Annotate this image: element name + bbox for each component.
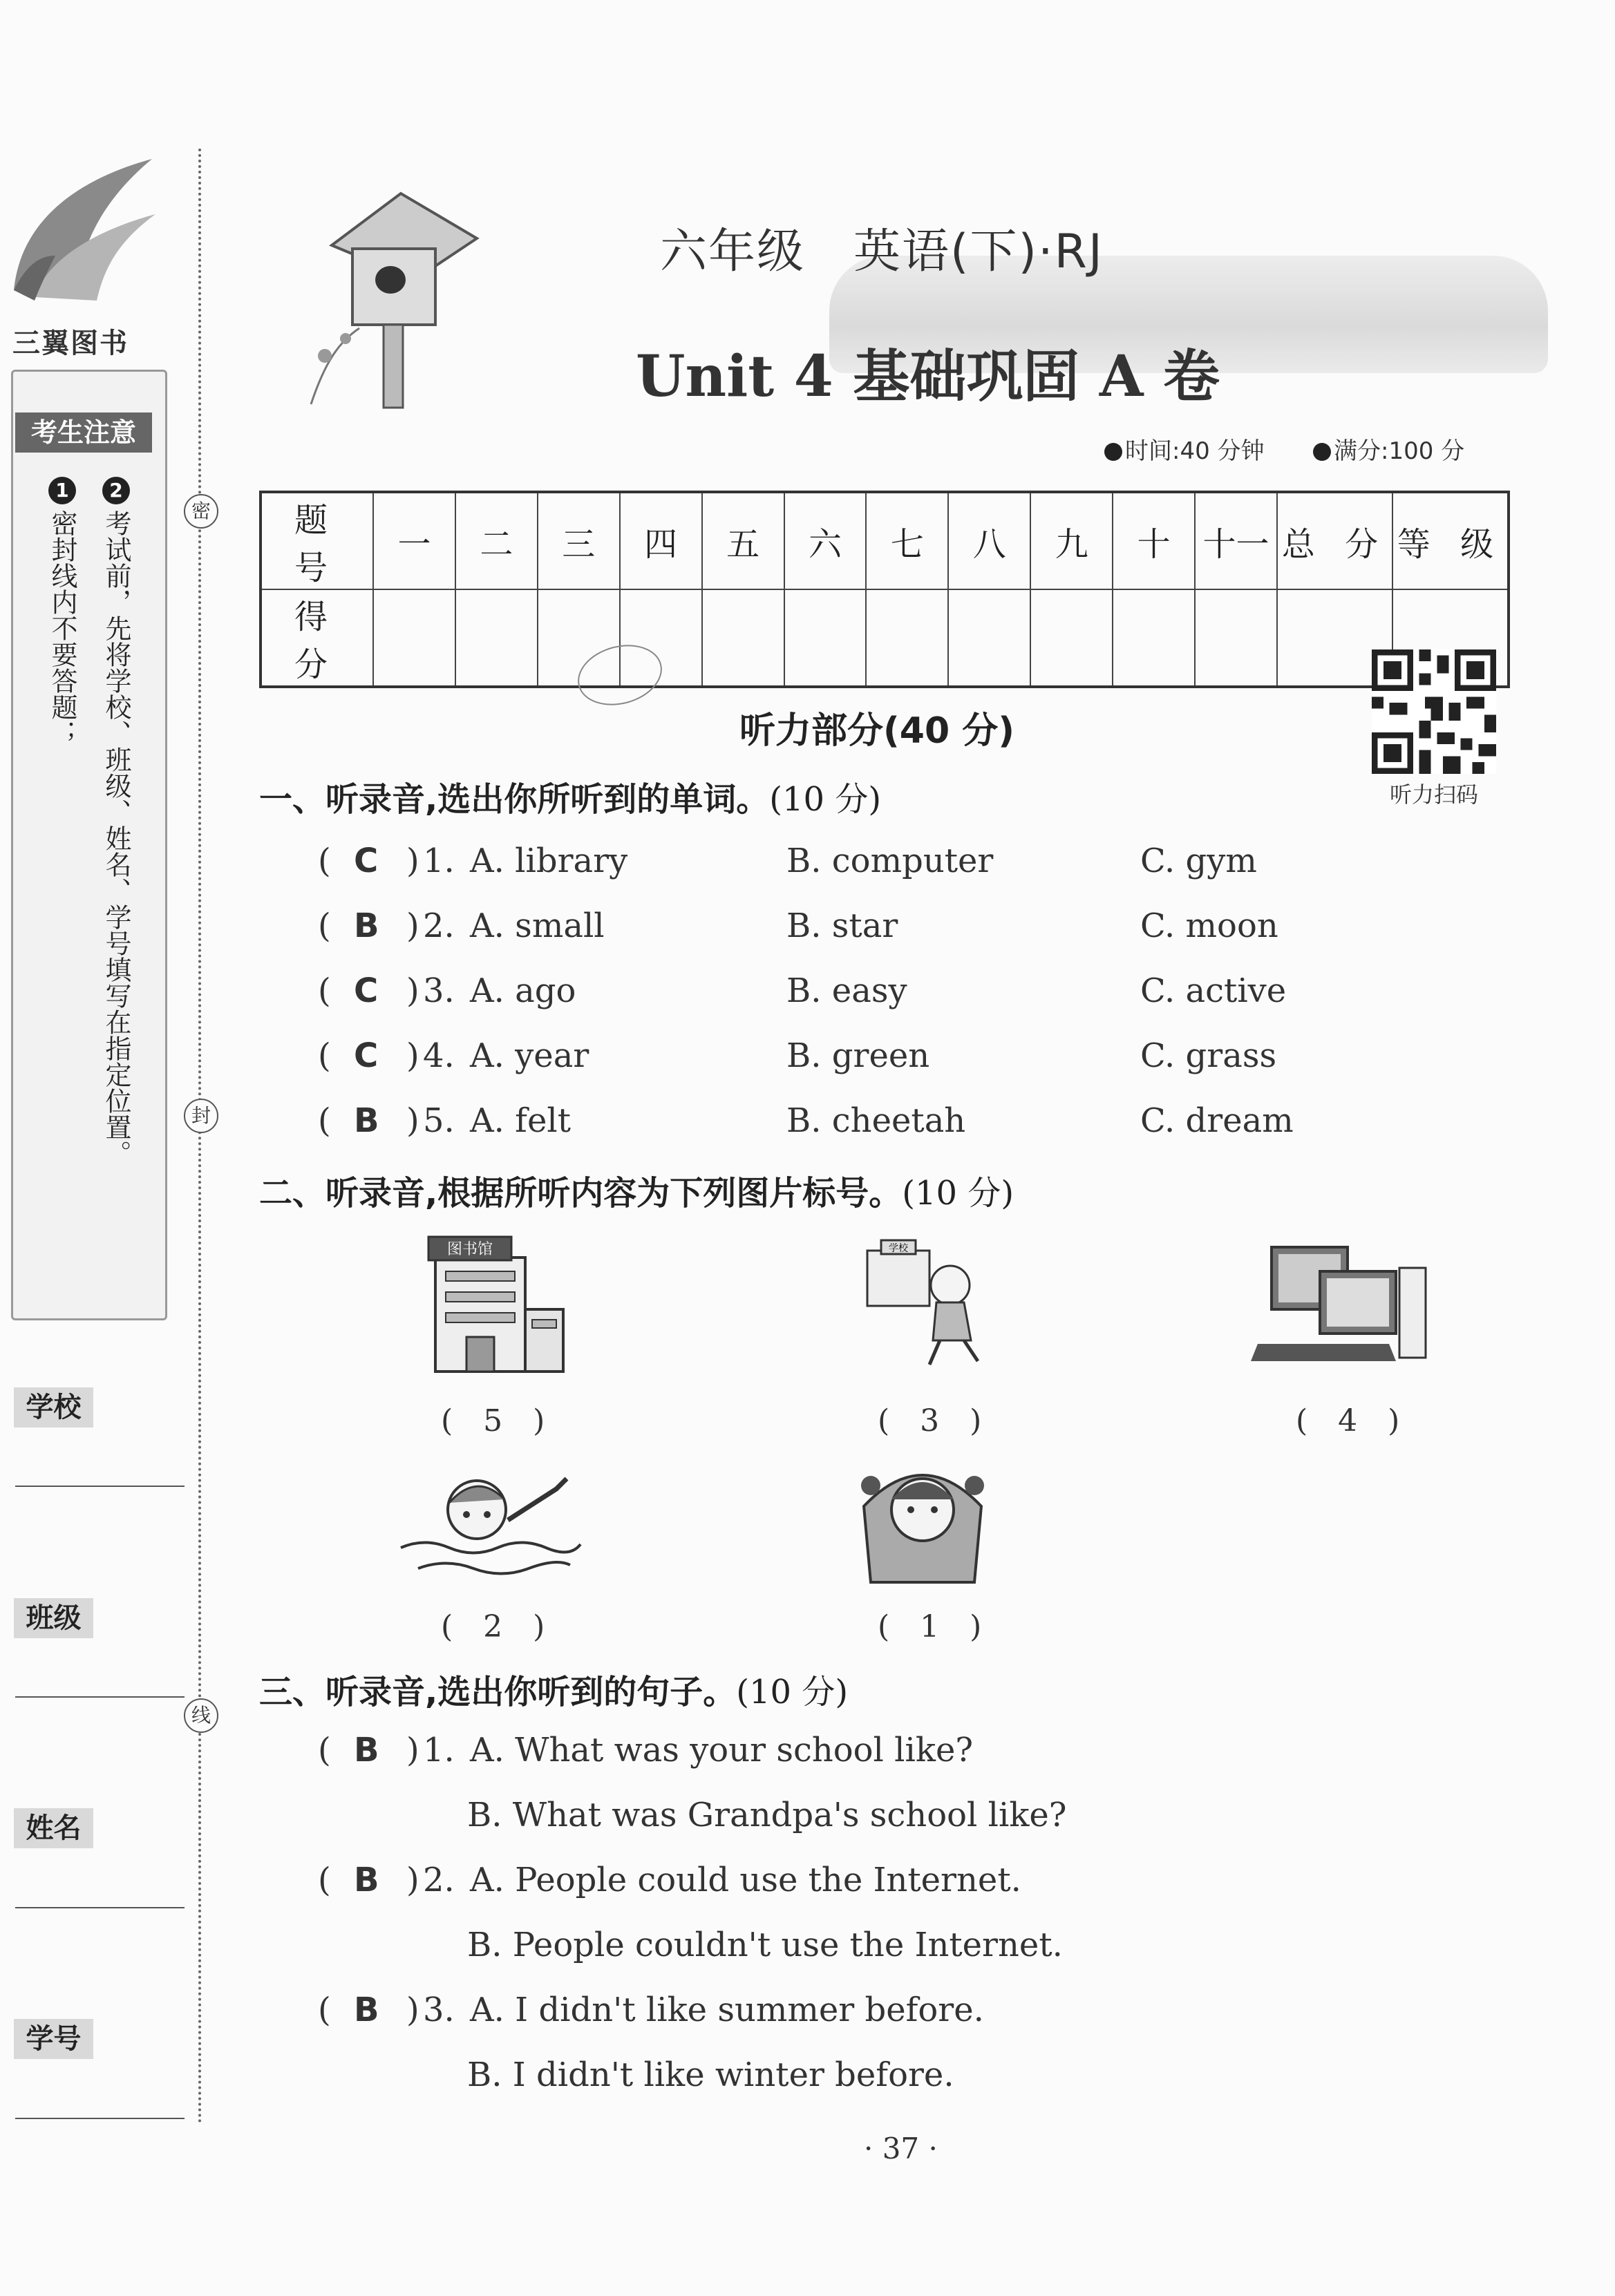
option-a[interactable]: A. People could use the Internet. (470, 1861, 1021, 1899)
answer-bracket-close: ) (406, 1991, 419, 2029)
clock-icon (1104, 443, 1122, 461)
cell-part-5: 五 (702, 492, 784, 589)
time-info (1104, 432, 1265, 466)
school-sign: 学校 (889, 1243, 908, 1254)
full-score-text: 满分:100 分 (1334, 437, 1465, 465)
score-info (1313, 432, 1464, 466)
notice-text-2: 考试前，先将学校、班级、姓名、学号填写在指定位置。 (101, 510, 131, 1166)
number-badge-2: 2 (102, 477, 130, 504)
notice-title: 考生注意 (15, 412, 152, 453)
picture-5-number: 1 (920, 1609, 940, 1644)
answer-bracket-close: ) (406, 842, 419, 880)
answer-slot[interactable]: B (354, 1991, 379, 2029)
answer-bracket-open: ( (318, 1731, 331, 1770)
notice-text-1: 密封线内不要答题； (47, 510, 77, 746)
picture-2-number: 3 (920, 1403, 940, 1439)
picture-2-label: ( 3 ) (878, 1403, 982, 1439)
library-sign: 图书馆 (446, 1241, 493, 1258)
school-input-line[interactable] (15, 1486, 185, 1487)
score-table-score-row (261, 589, 1509, 687)
cell-part-6: 六 (784, 492, 867, 589)
option-b[interactable]: B. easy (786, 971, 907, 1010)
notice-item-1 (36, 477, 77, 746)
picture-3-label: ( 4 ) (1296, 1403, 1400, 1439)
answer-bracket-open: ( (318, 842, 331, 880)
answer-slot[interactable]: C (354, 842, 379, 880)
class-input-line[interactable] (15, 1696, 185, 1698)
student-id-input-line[interactable] (15, 2118, 185, 2119)
notice-box (11, 370, 167, 1320)
answer-slot[interactable]: C (354, 971, 379, 1010)
publisher-logo-icon (7, 152, 159, 318)
option-c[interactable]: C. moon (1140, 907, 1278, 945)
school-label: 学校 (14, 1387, 93, 1427)
qr-code-icon[interactable] (1372, 649, 1496, 774)
option-c[interactable]: C. gym (1140, 842, 1257, 880)
part1-points: (10 分) (769, 780, 882, 819)
score-input-2[interactable] (455, 589, 538, 687)
cell-part-4: 四 (620, 492, 702, 589)
seal-line (198, 149, 201, 2125)
cell-part-11: 十一 (1195, 492, 1277, 589)
left-margin-strip (0, 0, 200, 2296)
page-number: · 37 · (864, 2132, 938, 2165)
library-building-icon (408, 1233, 574, 1378)
cell-part-3: 三 (538, 492, 620, 589)
answer-bracket-close: ) (406, 1036, 419, 1075)
cell-part-8: 八 (948, 492, 1030, 589)
part2-heading-text: 二、听录音,根据所听内容为下列图片标号。 (259, 1174, 903, 1213)
seal-mark-mi: 密 (184, 494, 218, 529)
picture-5-label: ( 1 ) (878, 1609, 982, 1644)
notice-item-2 (90, 477, 131, 1166)
part3-points: (10 分) (736, 1673, 849, 1711)
score-input-11[interactable] (1195, 589, 1277, 687)
option-b[interactable]: B. star (786, 907, 898, 945)
cell-total: 总 分 (1277, 492, 1392, 589)
cell-part-9: 九 (1030, 492, 1113, 589)
part3-heading (259, 1665, 848, 1713)
picture-1-label: ( 5 ) (441, 1403, 545, 1439)
class-label: 班级 (14, 1598, 93, 1638)
score-input-5[interactable] (702, 589, 784, 687)
listening-title: 听力部分(40 分) (739, 710, 1014, 752)
question-number: 3. (423, 971, 455, 1010)
option-a[interactable]: A. What was your school like? (470, 1731, 974, 1770)
question-number: 1. (423, 842, 455, 880)
option-a[interactable]: A. felt (470, 1101, 571, 1140)
birdhouse-icon (297, 183, 491, 411)
unit-title: Unit 4 基础巩固 A 卷 (636, 343, 1220, 410)
question-number: 5. (423, 1101, 455, 1140)
option-c[interactable]: C. dream (1140, 1101, 1294, 1140)
cell-part-7: 七 (866, 492, 948, 589)
cell-part-2: 二 (455, 492, 538, 589)
picture-3-number: 4 (1338, 1403, 1358, 1439)
cell-question-number: 题 号 (261, 492, 373, 589)
part2-points: (10 分) (902, 1174, 1014, 1213)
option-b[interactable]: B. computer (786, 842, 994, 880)
name-input-line[interactable] (15, 1907, 185, 1908)
question-number: 2. (423, 1861, 455, 1899)
seal-mark-feng: 封 (184, 1099, 218, 1133)
answer-bracket-close: ) (406, 971, 419, 1010)
boy-to-school-icon (860, 1237, 999, 1375)
qr-label: 听力扫码 (1389, 781, 1478, 808)
score-input-9[interactable] (1030, 589, 1113, 687)
grade-subject-line: 六年级 英语(下)·RJ (660, 225, 1104, 279)
answer-bracket-close: ) (406, 1861, 419, 1899)
name-label: 姓名 (14, 1808, 93, 1848)
option-b[interactable]: B. What was Grandpa's school like? (467, 1796, 1067, 1834)
answer-slot[interactable]: B (354, 1101, 379, 1140)
option-b[interactable]: B. green (786, 1036, 930, 1075)
option-a[interactable]: A. library (470, 842, 628, 880)
question-number: 3. (423, 1991, 455, 2029)
option-b[interactable]: B. People couldn't use the Internet. (467, 1926, 1063, 1964)
answer-bracket-open: ( (318, 971, 331, 1010)
option-a[interactable]: A. I didn't like summer before. (470, 1991, 984, 2029)
answer-slot[interactable]: B (354, 907, 379, 945)
picture-1-number: 5 (483, 1403, 503, 1439)
question-number: 1. (423, 1731, 455, 1770)
time-text: 时间:40 分钟 (1125, 437, 1265, 465)
answer-slot[interactable]: C (354, 1036, 379, 1075)
swimming-boy-icon (397, 1472, 584, 1589)
cell-part-1: 一 (373, 492, 455, 589)
option-b[interactable]: B. I didn't like winter before. (467, 2056, 954, 2094)
answer-bracket-open: ( (318, 1101, 331, 1140)
seal-mark-xian: 线 (184, 1698, 218, 1733)
answer-slot[interactable]: B (354, 1731, 379, 1770)
score-table (259, 491, 1510, 688)
cell-score-label: 得 分 (261, 589, 373, 687)
answer-slot[interactable]: B (354, 1861, 379, 1899)
answer-bracket-open: ( (318, 907, 331, 945)
score-input-10[interactable] (1113, 589, 1195, 687)
number-badge-1: 1 (48, 477, 76, 504)
answer-bracket-close: ) (406, 1731, 419, 1770)
part2-heading (259, 1166, 1014, 1214)
score-table-header-row (261, 492, 1509, 589)
cold-girl-icon (850, 1451, 995, 1589)
cell-part-10: 十 (1113, 492, 1195, 589)
score-input-1[interactable] (373, 589, 455, 687)
check-icon (1313, 443, 1331, 461)
answer-bracket-open: ( (318, 1861, 331, 1899)
part1-heading (259, 772, 881, 820)
part1-heading-text: 一、听录音,选出你所听到的单词。 (259, 780, 770, 819)
answer-bracket-close: ) (406, 1101, 419, 1140)
option-a[interactable]: A. small (470, 907, 605, 945)
score-input-8[interactable] (948, 589, 1030, 687)
publisher-name: 三翼图书 (12, 328, 129, 359)
option-c[interactable]: C. active (1140, 971, 1287, 1010)
part3-heading-text: 三、听录音,选出你听到的句子。 (259, 1673, 737, 1711)
cell-grade: 等 级 (1392, 492, 1509, 589)
option-b[interactable]: B. cheetah (786, 1101, 966, 1140)
score-input-7[interactable] (866, 589, 948, 687)
option-a[interactable]: A. year (470, 1036, 589, 1075)
answer-bracket-close: ) (406, 907, 419, 945)
question-number: 4. (423, 1036, 455, 1075)
option-a[interactable]: A. ago (470, 971, 576, 1010)
question-number: 2. (423, 907, 455, 945)
score-input-6[interactable] (784, 589, 867, 687)
picture-4-number: 2 (483, 1609, 503, 1644)
student-id-label: 学号 (14, 2019, 93, 2059)
computers-icon (1251, 1240, 1430, 1372)
answer-bracket-open: ( (318, 1991, 331, 2029)
picture-4-label: ( 2 ) (441, 1609, 545, 1644)
answer-bracket-open: ( (318, 1036, 331, 1075)
option-c[interactable]: C. grass (1140, 1036, 1277, 1075)
